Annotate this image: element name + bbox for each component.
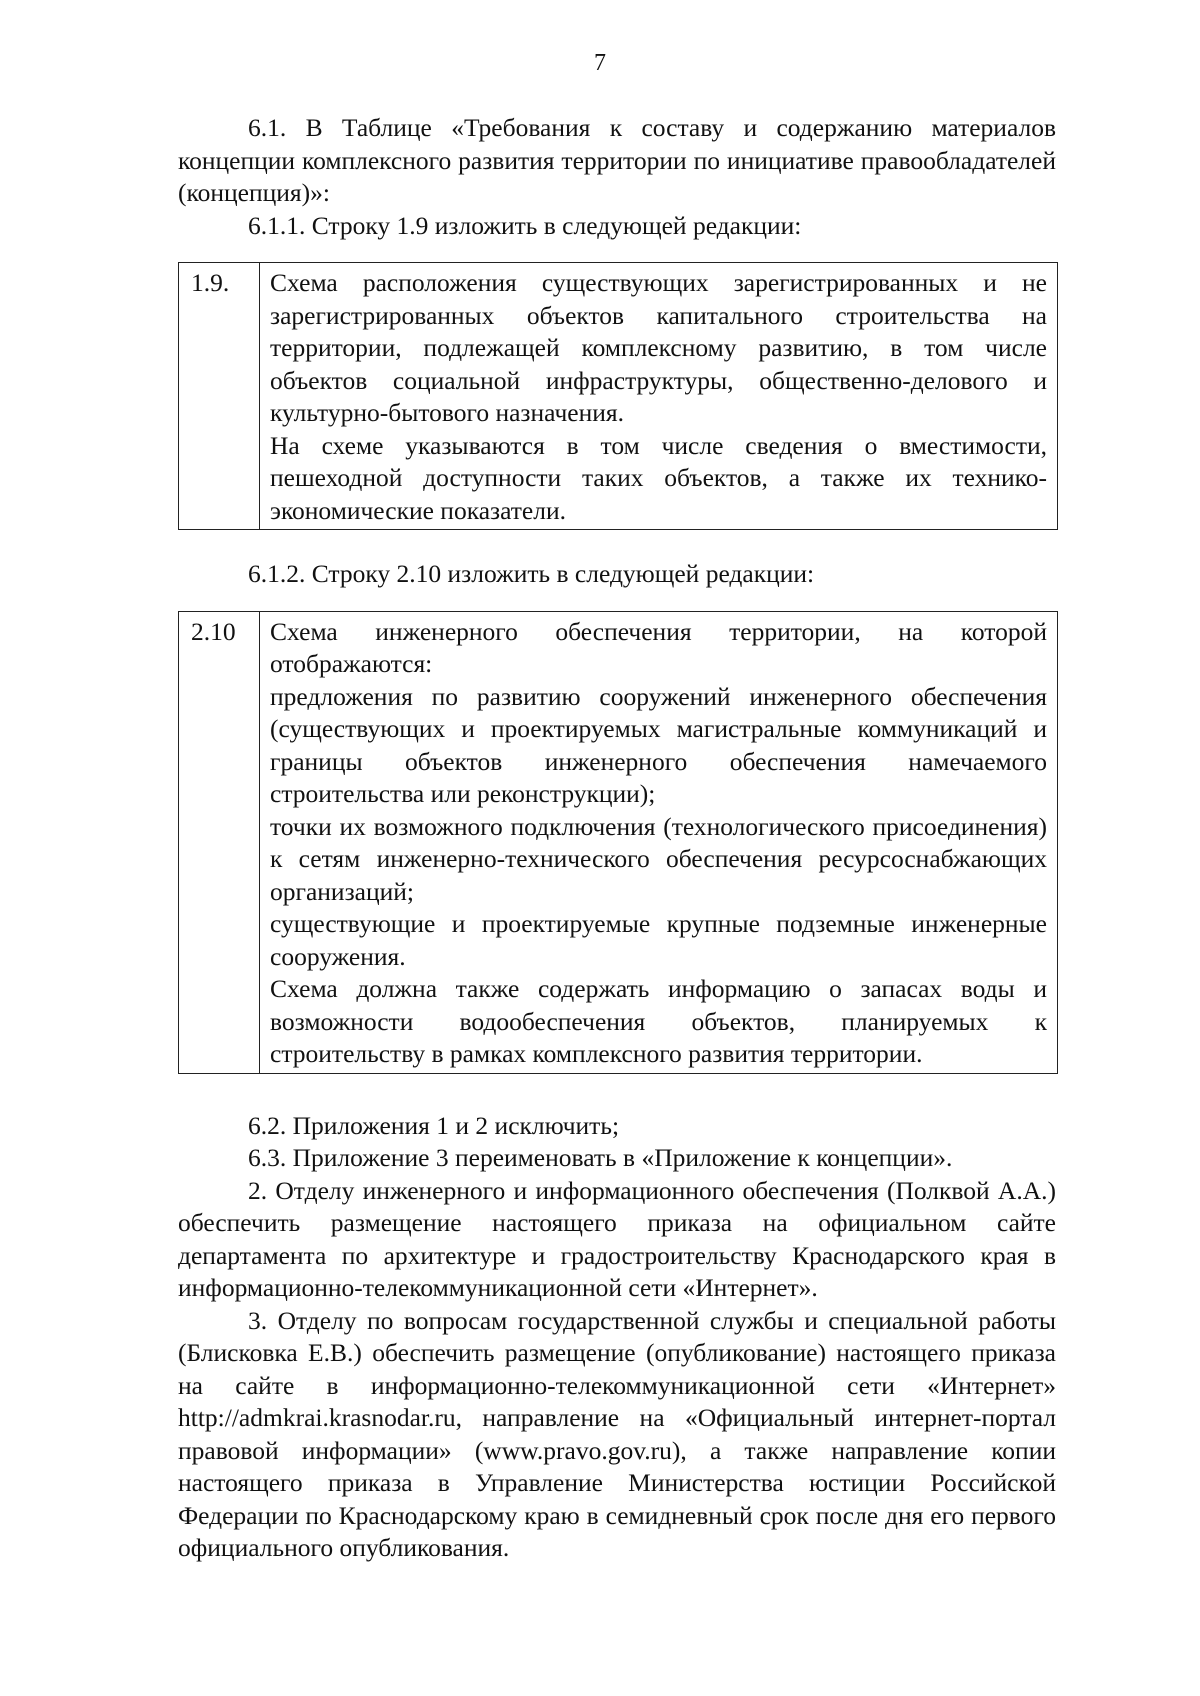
- table2-paragraph-3: точки их возможного подключения (технологического присоединения) к сетям инженерно-технического обеспечения ресурсоснабжающих организаций;: [270, 811, 1047, 906]
- row-number-cell: 1.9.: [179, 263, 260, 530]
- paragraph-6-1-1: 6.1.1. Строку 1.9 изложить в следующей редакции:: [248, 210, 802, 240]
- row-text-cell: [260, 611, 1058, 1073]
- paragraph-6-2: 6.2. Приложения 1 и 2 исключить;: [248, 1110, 620, 1140]
- table2-paragraph-4: существующие и проектируемые крупные подземные инженерные сооружения.: [270, 909, 1047, 971]
- table2-paragraph-5: Схема должна также содержать информацию о запасах воды и возможности водообеспечения объектов, планируемых к строительству в рамках комплексного развития территории.: [270, 974, 1047, 1068]
- table2-paragraph-2: предложения по развитию сооружений инженерного обеспечения (существующих и проектируемых магистральные коммуникаций и границы объектов инженерного обеспечения намечаемого строительства или реконструкции);: [270, 681, 1047, 808]
- paragraph-6-3: 6.3. Приложение 3 переименовать в «Приложение к концепции».: [248, 1143, 953, 1172]
- table1-paragraph-2: На схеме указываются в том числе сведения о вместимости, пешеходной доступности таких объектов, а также их технико-экономические показатели.: [270, 430, 1047, 525]
- paragraph-3: 3. Отделу по вопросам государственной службы и специальной работы (Блисковка Е.В.) обеспечить размещение (опубликование) настоящего приказа на сайте в информационно-телекоммуникационной сети «Интернет» http://admkrai.krasnodar.ru, направление на «Официальный интернет-портал правовой информации» (www.pravo.gov.ru), а также направление копии настоящего приказа в Управление Министерства юстиции Российской Федерации по Краснодарскому краю в семидневный срок после дня его первого официального опубликования.: [178, 1305, 1056, 1562]
- table1-paragraph-1: Схема расположения существующих зарегистрированных и не зарегистрированных объектов капитального строительства на территории, подлежащей комплексному развитию, в том числе объектов социальной инфраструктуры, общественно-делового и культурно-бытового назначения.: [270, 268, 1047, 427]
- page-number: 7: [594, 50, 606, 76]
- row-text-cell: [260, 263, 1058, 530]
- paragraph-6-1: 6.1. В Таблице «Требования к составу и содержанию материалов концепции комплексного развития территории по инициативе правообладателей (концепция)»:: [178, 113, 1056, 207]
- table2-paragraph-1: Схема инженерного обеспечения территории, на которой отображаются:: [270, 616, 1047, 678]
- amendment-table-row-2-10: [178, 611, 1058, 1074]
- table-row: [179, 611, 1058, 1073]
- paragraph-2: 2. Отделу инженерного и информационного обеспечения (Полквой А.А.) обеспечить размещение настоящего приказа на официальном сайте департамента по архитектуре и градостроительству Краснодарского края в информационно-телекоммуникационной сети «Интернет».: [178, 1175, 1056, 1302]
- row-number-cell: 2.10: [179, 611, 260, 1073]
- table-row: [179, 263, 1058, 530]
- amendment-table-row-1-9: [178, 262, 1058, 530]
- paragraph-6-1-2: 6.1.2. Строку 2.10 изложить в следующей редакции:: [248, 559, 815, 588]
- document-body: [178, 112, 1056, 1565]
